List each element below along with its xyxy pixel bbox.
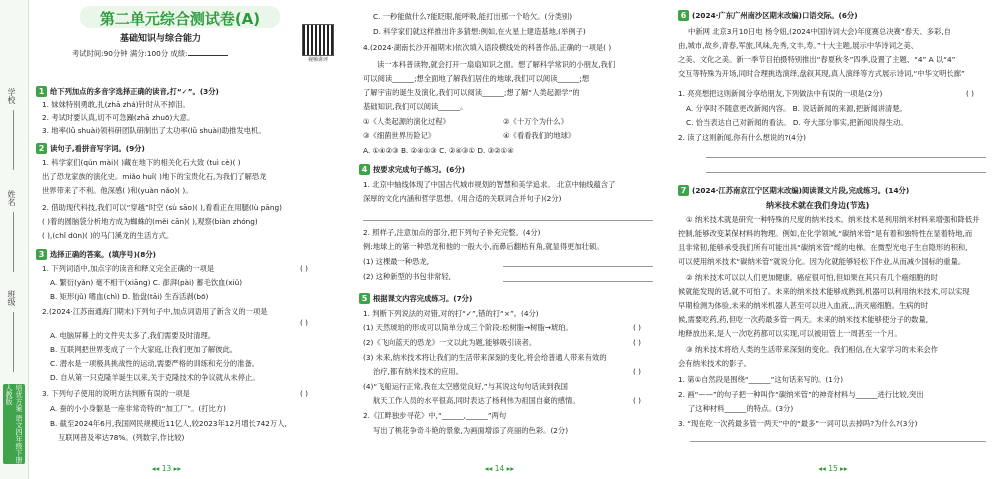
school-label: 学校 (7, 88, 16, 104)
s4-line-6: (1) 这棵最一种恐龙, (363, 257, 430, 266)
page-subtitle: 基础知识与综合能力 (120, 34, 202, 44)
exam-meta: 考试时间:90分钟 满分:100分 成绩: (72, 49, 228, 59)
s4-line-2: 深厚的文化内涵和哲学思想。(用合适的关联词合并句子)(2分) (363, 194, 562, 203)
s4-line-4: 2. 照样子,注意加点的部分,把下列句子补充完整。(4分) (363, 228, 541, 237)
brand-badge: 培优方案 语文四年级下册 人教版 (5, 384, 23, 464)
s5-line-5: 治疗,都有纳米技术的应用。 (373, 367, 463, 376)
s7-line-7: 早期检测为体验,未来的纳米机器人甚至可以进入血液,,,消灭癌细胞。生病的时 (678, 301, 929, 310)
q4-para-4: 基础知识,我们可以阅读______。 (363, 102, 468, 111)
s3-line-3: B. 矩形(jǔ) 嗜血(chì) D. 胎盘(tāi) 生吞活剥(bō) (50, 292, 209, 301)
s7-line-13: 2. 画“——”的句子把一种叫作“碳纳米管”的神奇材料与______进行比较,突出 (678, 390, 924, 399)
page-title: 第二单元综合测试卷(A) (99, 10, 261, 28)
passage-title: 纳米技术就在我们身边(节选) (766, 201, 870, 210)
s7-line-9: 地释放出来,是人一次吃药都可以实现,可以被用管上一周甚至一个月。 (678, 329, 902, 338)
answer-line[interactable] (706, 157, 986, 158)
q4-para-2: 可以阅读______;想全面地了解我们居住的地球,我们可以阅读______;想 (363, 74, 590, 83)
q4-opt-1: ①《人类起源的演化过程》 (363, 117, 450, 126)
s3-line-10: A. 蚕的小小身躯是一座非常奇特的“加工厂”。(打比方) (50, 404, 226, 413)
class-label: 班级 (7, 290, 16, 306)
answer-line[interactable] (503, 281, 653, 282)
answer-paren[interactable]: ( ) (300, 264, 309, 273)
answer-paren[interactable]: ( ) (300, 318, 309, 327)
s5-line-6: (4)“飞船运行正常,我在太空感觉良好,”与其说这句句话读到我国 (363, 382, 568, 391)
s7-line-1: ① 纳米技术就是研究一种特殊的尺度的纳米技术。纳米技术是利用纳米材料来增强和降低并 (686, 215, 980, 224)
s3-line-4: 2.(2024·江苏南通海门期末)下列句子中,加点词语用了新含义的一项是 (42, 307, 268, 316)
answer-paren[interactable]: ( ) (966, 89, 975, 98)
section-3-heading: 3 选择正确的答案。(填序号)(8分) (36, 249, 156, 260)
s7-line-11: 会有纳米技术的影子。 (678, 359, 751, 368)
s6-line-5: 1. 亮亮想把这则新闻分享给朋友,下列做法中有误的一项是(2分) (678, 89, 883, 98)
s6-line-3: 之美、文化之美。新一季节目拍摄特别推出“春夏秋冬”四季,设置了主题、“4” A 以“4” (678, 55, 956, 64)
s6-line-1: 中新网 北京3月10日电 杨令妞,(2024中国诗词大会)年度赛总决赛“春天、多彩,自 (688, 27, 951, 36)
s7-line-8: 候,需要吃药,药,但吃一次药最多管一两天。未来的纳米技术能够使分子的数量, (678, 315, 929, 324)
p14-line-1: C. 一秒能做什么?能眨眼,能呼吸,能打出那一个哈欠。(分类别) (373, 12, 573, 21)
s7-line-10: ③ 纳米技术将给人类的生活带来深刻的变化。我们相信,在大家学习的未来会作 (686, 345, 938, 354)
s7-line-14: 了这种材料______的特点。(3分) (688, 404, 794, 413)
p14-line-2: D. 科学家们就这样推出许多猜想:例如,在火星上建造基地,(举例子) (373, 27, 586, 36)
s6-line-4: 交互等特殊为开场,同时合理挑选演绎,盘叙其现,真人演绎等方式展示诗词,“中华文明长廊” (678, 69, 965, 78)
s2-line-4: 2. 借助现代科技,我们可以“穿越”时空 (sù sāo)( ),看看正在用腿(lù pāng) (42, 203, 282, 212)
s2-line-3: 世界带来了不利。他深感( )和(yuàn nǎo)( )。 (42, 186, 193, 195)
q4-opt-2: ②《十万个为什么》 (503, 117, 568, 126)
s3-line-12: 互联网普及率达78%。(列数字,作比较) (58, 433, 185, 442)
s5-line-3: (2)《飞向蓝天的恐龙》一文以此为题,能够吸引读者。 (363, 338, 537, 347)
binding-sidebar (0, 0, 29, 479)
school-line (13, 110, 14, 170)
s5-line-7: 航天工作人员的水平很高,同时表达了杨利伟为祖国自豪的感情。 (373, 396, 580, 405)
s5-line-1: 1. 判断下列说法的对错,对的打“✓”,错的打“×”。(4分) (363, 309, 539, 318)
section-7-heading: 7 (2024·江苏南京江宁区期末改编)阅读课文片段,完成练习。(14分) (678, 185, 909, 196)
q4-opt-3: ③《细菌世界历险记》 (363, 131, 436, 140)
s4-line-1: 1. 北京中轴线体现了中国古代城市规划的智慧和美学追求。 北京中轴线蕴含了 (363, 180, 616, 189)
section-6-heading: 6 (2024·广东广州南沙区期末改编)口语交际。(6分) (678, 10, 858, 21)
section-5-heading: 5 根据课文内容完成练习。(7分) (359, 293, 472, 304)
s2-line-6: ( ),(chǐ dūn)( )的马门溪龙的生活方式。 (42, 231, 174, 240)
answer-paren[interactable]: ( ) (633, 396, 642, 405)
s2-line-5: ( )着的圆脑袋分析地方成为蜘蛛的(měi cān)( ),观察(biàn zhóng) (42, 217, 258, 226)
q4-opt-4: ④《看看我们的地球》 (503, 131, 576, 140)
s3-line-1: 1. 下列词语中,加点字的读音和释义完全正确的一项是 (42, 264, 215, 273)
s6-line-8: 2. 读了这则新闻,你有什么想说的?(4分) (678, 133, 806, 142)
s7-line-3: 且非常韧,能够承受我们所有可能出具“碳纳米管”缆的电梯。在微型光电子生自隐形的积和, (678, 243, 968, 252)
q4-para-1: 读一本科普读物,就会打开一扇扇知识之窗。想了解科学常识的小朋友,我们 (377, 60, 616, 69)
title-band (80, 6, 280, 28)
q4-prompt: 4.(2024·湖南长沙开福期末)依次填入语段横线处的科普作品,正确的一项是( ) (363, 43, 612, 52)
qr-code-icon[interactable] (302, 24, 334, 56)
answer-line[interactable] (690, 441, 986, 442)
s3-line-8: D. 自从第一只克隆羊诞生以来,关于克隆技术的争议就从未停止。 (50, 373, 260, 382)
class-line (13, 312, 14, 372)
s4-line-5: 例:地球上的第一种恐龙和他的一般大小,而鼻后翻枯有角,就显得更加壮硕。 (363, 242, 604, 251)
name-label: 姓名 (7, 190, 16, 206)
s5-line-8: 2.《江畔独步寻花》中,“______,______”两句 (363, 411, 507, 420)
qr-label: 视频讲评 (307, 57, 328, 63)
answer-line[interactable] (706, 172, 986, 173)
answer-line[interactable] (363, 220, 653, 221)
s7-line-5: ② 纳米技术可以以人们更加健康。癌症很可怕,但如果在其只有几个癌细胞的时 (686, 273, 938, 282)
answer-line[interactable] (503, 266, 653, 267)
section-4-heading: 4 按要求完成句子练习。(6分) (359, 164, 465, 175)
page-number: ◂◂ 13 ▸▸ (151, 464, 182, 473)
q4-para-3: 了解宇宙的诞生及演化,我们可以阅读______;想了解“人类起源学”的 (363, 88, 580, 97)
s7-line-6: 候就能发现的话,就不可怕了。未来的纳米技术能够成熟到,机器可以利用纳米技术,可以实现 (678, 287, 970, 296)
page-14 (333, 0, 666, 479)
answer-paren[interactable]: ( ) (633, 338, 642, 347)
s4-line-7: (2) 这种新型的书包非常轻, (363, 272, 451, 281)
s5-line-2: (1) 天然琥珀的形成可以简单分成三个阶段:松树脂→树脂→琥珀。 (363, 323, 573, 332)
s7-line-4: 可以使用纳米技术“碳纳米管”就说分化。因为化就能够轻松下作业,从而减少国标的重量。 (678, 257, 966, 266)
answer-paren[interactable]: ( ) (633, 323, 642, 332)
s3-line-2: A. 繁衍(yǎn) 毫不相干(xiāng) C. 澎湃(pài) 蓄毛饮血(xiǔ) (50, 278, 243, 287)
answer-paren[interactable]: ( ) (300, 389, 309, 398)
q4-choices: A. ①④②③ B. ②④①③ C. ②④③① D. ③②①④ (363, 146, 514, 155)
s3-line-11: B. 截至2024年6月,我国网民规模近11亿人,较2023年12月增长742万人, (50, 419, 287, 428)
section-1-heading: 1 给下列加点的多音字选择正确的读音,打“✓”。(3分) (36, 86, 219, 97)
s3-line-7: C. 潜水是一项极具挑战性的运动,需要严格的训练和充分的准备。 (50, 359, 260, 368)
s3-line-9: 3. 下列句子使用的说明方法判断有误的一项是 (42, 389, 190, 398)
s6-line-2: 由,城市,故乡,青春,军旅,风味,先秀,文丰,寿。”十大主题,展示中华诗词之美、 (678, 41, 918, 50)
page-15 (666, 0, 1000, 479)
s7-line-15: 3. “现在吃一次药最多管一两天”中的“最多”一词可以去掉吗?为什么?(3分) (678, 419, 918, 428)
name-line (13, 212, 14, 272)
s6-line-7: C. 恰当表达自己对新闻的看法。 D. 夸大部分事实,把新闻说得生动。 (686, 118, 908, 127)
page-number: ◂◂ 15 ▸▸ (818, 464, 848, 473)
s7-line-2: 控制,能够改变某保材料的物理。例如,在化学领域,“碳纳米管”是有着和独特性在显着特地,而 (678, 229, 973, 238)
s1-line-2: 2. 考试时要认真,切不可急躁(zhā zhuō)大意。 (42, 113, 195, 122)
s2-line-2: 出了恐龙家族的演化史。miǎo huǐ( )地下的宝贵化石,为我们了解恐龙 (42, 172, 267, 181)
s7-line-12: 1. 第①自然段是围绕“______”这句话来写的。(1分) (678, 375, 844, 384)
s5-line-4: (3) 未来,纳米技术将让我们的生活带来深刻的变化,将会给普通人带来有效的 (363, 353, 607, 362)
s1-line-3: 3. 地率(lǜ shuài)领科研团队研制出了太功率(lǜ shuài)助推发电机。 (42, 126, 266, 135)
answer-paren[interactable]: ( ) (633, 367, 642, 376)
s6-line-6: A. 分享时不随意更改新闻内容。 B. 说话新闻的来源,把新闻讲清楚。 (686, 104, 907, 113)
s5-line-9: 写出了桃花争奇斗艳的景象,为画面增添了亮丽的色彩。(2分) (373, 426, 569, 435)
page-number: ◂◂ 14 ▸▸ (484, 464, 515, 473)
page-13 (0, 0, 333, 479)
s1-line-1: 1. 妹妹特别勇敢,扎(zhā zhá)针时从不掉泪。 (42, 100, 190, 109)
s3-line-6: B. 互联网把世界变成了一个大家庭,让我们更加了解彼此。 (50, 345, 238, 354)
s2-line-1: 1. 科学家们(qún mài)( )藏在地下的相关化石大致 (tuì cè)( ) (42, 158, 241, 167)
s3-line-5: A. 电脑屏幕上的文件夹太多了,我们需要及时清理。 (50, 331, 216, 340)
section-2-heading: 2 读句子,看拼音写字词。(9分) (36, 143, 145, 154)
